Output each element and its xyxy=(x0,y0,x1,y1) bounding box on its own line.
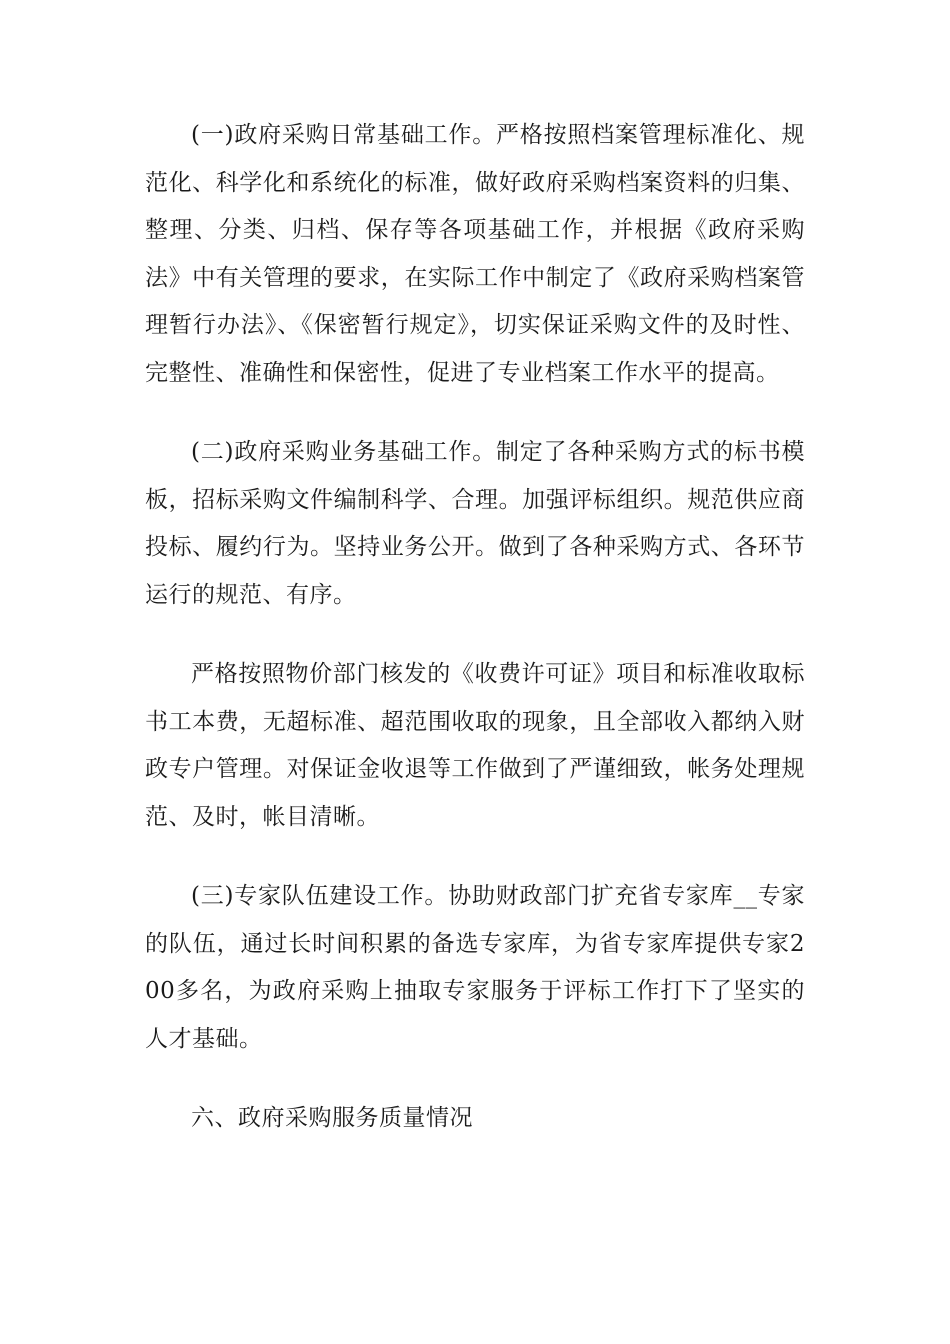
document-body xyxy=(145,112,805,1143)
paragraph-business-work: (二)政府采购业务基础工作。制定了各种采购方式的标书模板，招标采购文件编制科学、合理。加强评标组织。规范供应商投标、履约行为。坚持业务公开。做到了各种采购方式、各环节运行的规范、有序。 xyxy=(145,439,805,608)
paragraph-fees: 严格按照物价部门核发的《收费许可证》项目和标准收取标书工本费，无超标准、超范围收取的现象，且全部收入都纳入财政专户管理。对保证金收退等工作做到了严谨细致，帐务处理规范、及时，帐目清晰。 xyxy=(145,661,805,830)
section-heading: 六、政府采购服务质量情况 xyxy=(191,1105,473,1131)
paragraph-routine-work: (一)政府采购日常基础工作。严格按照档案管理标准化、规范化、科学化和系统化的标准，做好政府采购档案资料的归集、整理、分类、归档、保存等各项基础工作，并根据《政府采购法》中有关管理的要求，在实际工作中制定了《政府采购档案管理暂行办法》、《保密暂行规定》，切实保证采购文件的及时性、完整性、准确性和保密性，促进了专业档案工作水平的提高。 xyxy=(145,122,805,386)
paragraph-expert-team: (三)专家队伍建设工作。协助财政部门扩充省专家库__专家的队伍，通过长时间积累的备选专家库，为省专家库提供专家200多名，为政府采购上抽取专家服务于评标工作打下了坚实的人才基础。 xyxy=(145,883,805,1052)
